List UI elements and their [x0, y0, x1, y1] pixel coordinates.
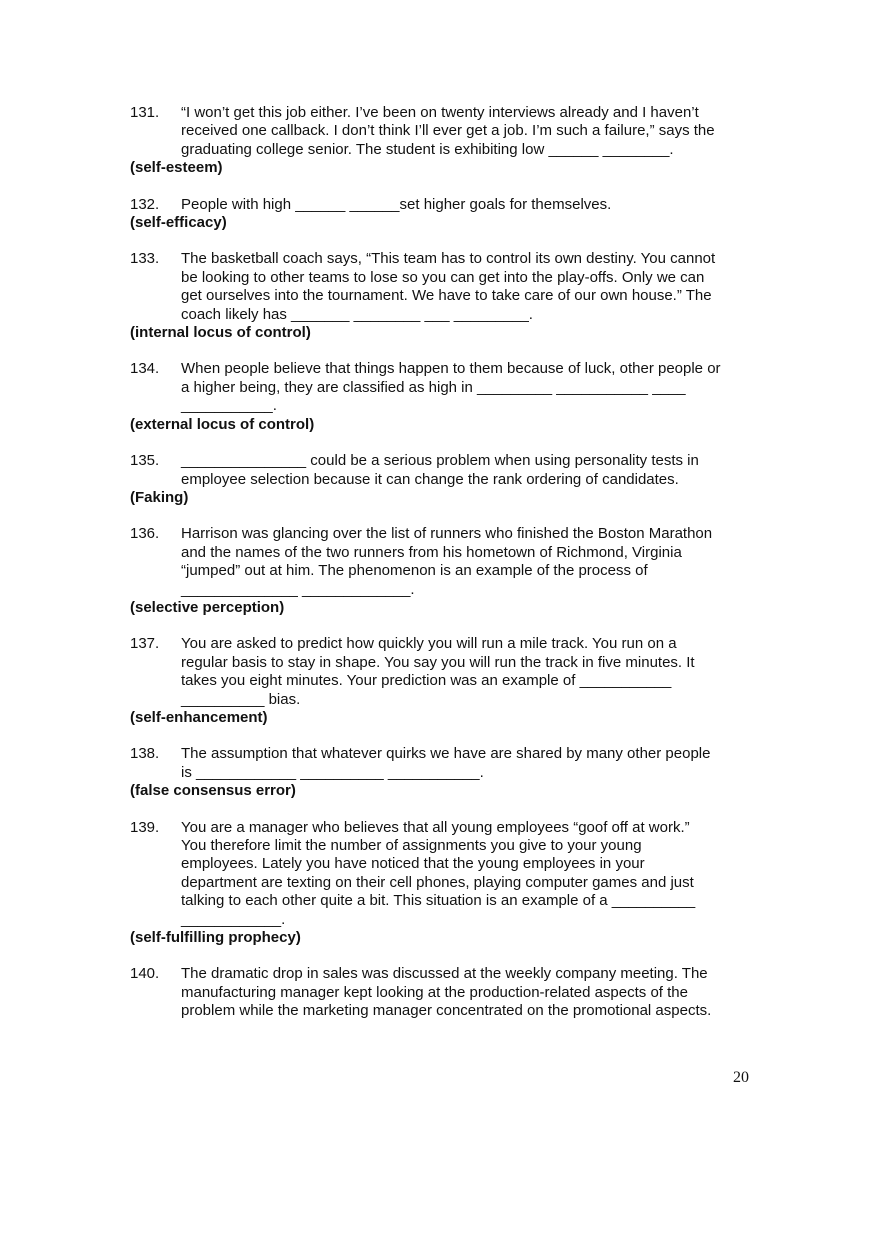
question-row [130, 635, 770, 709]
answer-key: (self-esteem) [130, 159, 223, 177]
question-row [130, 360, 770, 415]
question-number: 135. [130, 452, 160, 470]
question-text: The basketball coach says, “This team has to control its own destiny. You cannot be looking to other teams to lose so you can get into the play-offs. Only we can get ourselves into the tournament. We have to take care of our own house.” The coach likely has _______ ________ ___ _________. [181, 250, 716, 323]
question-text: You are asked to predict how quickly you will run a mile track. You run on a regular basis to stay in shape. You say you will run the track in five minutes. It takes you eight minutes. Your prediction was an example of ___________ __________ bias. [181, 635, 695, 708]
question-list [130, 104, 770, 1039]
answer-key: (self-enhancement) [130, 708, 268, 726]
answer-key: (internal locus of control) [130, 324, 311, 342]
answer-key: (external locus of control) [130, 415, 315, 433]
question-number: 138. [130, 745, 160, 763]
question-text: People with high ______ ______set higher goals for themselves. [181, 195, 612, 213]
question-text: _______________ could be a serious problem when using personality tests in employee selection because it can change the rank ordering of candidates. [181, 452, 699, 488]
question-text: “I won’t get this job either. I’ve been on twenty interviews already and I haven’t received one callback. I don’t think I’ll ever get a job. I’m such a failure,” says the graduating college senior. The student is exhibiting low ______ ________. [181, 104, 715, 158]
answer-key: (selective perception) [130, 598, 285, 616]
question-number: 134. [130, 360, 160, 378]
question-item [130, 250, 770, 342]
question-number: 136. [130, 525, 160, 543]
question-text: The dramatic drop in sales was discussed at the weekly company meeting. The manufacturing manager kept looking at the production-related aspects of the problem while the marketing manager concentrated on the promotional aspects. [181, 965, 712, 1020]
page-number: 20 [733, 1069, 749, 1086]
question-row [130, 819, 770, 929]
question-row [130, 250, 770, 324]
question-number: 131. [130, 104, 160, 121]
question-number: 137. [130, 635, 160, 653]
question-row [130, 104, 770, 159]
question-text: When people believe that things happen to them because of luck, other people or a higher being, they are classified as high in _________ ___________ ____ ___________. [181, 360, 721, 415]
question-text: The assumption that whatever quirks we have are shared by many other people is ____________ __________ ___________. [181, 745, 711, 781]
question-number: 139. [130, 818, 160, 836]
question-text: You are a manager who believes that all young employees “goof off at work.” You therefore limit the number of assignments you give to your young employees. Lately you have noticed that the young employees in your department are texting on their cell phones, playing computer games and just talking to each other quite a bit. This situation is an example of a __________ ____________. [181, 818, 696, 928]
answer-key: (false consensus error) [130, 782, 296, 800]
question-item [130, 635, 770, 727]
question-item [130, 196, 770, 233]
question-item [130, 104, 770, 178]
question-number: 132. [130, 195, 160, 213]
question-row [130, 196, 770, 214]
question-text: Harrison was glancing over the list of runners who finished the Boston Marathon and the names of the two runners from his hometown of Richmond, Virginia “jumped” out at him. The phenomenon is an example of the process of ______________ _____________. [181, 525, 713, 598]
question-number: 133. [130, 250, 160, 268]
question-row [130, 452, 770, 489]
answer-key: (self-efficacy) [130, 214, 227, 232]
question-item [130, 745, 770, 800]
question-row [130, 745, 770, 782]
answer-key: (self-fulfilling prophecy) [130, 929, 301, 947]
question-row [130, 525, 770, 599]
question-item [130, 819, 770, 948]
question-number: 140. [130, 965, 160, 983]
question-item [130, 452, 770, 507]
question-item [130, 525, 770, 617]
question-item [130, 360, 770, 434]
question-row [130, 965, 770, 1020]
question-item [130, 965, 770, 1020]
answer-key: (Faking) [130, 488, 189, 506]
